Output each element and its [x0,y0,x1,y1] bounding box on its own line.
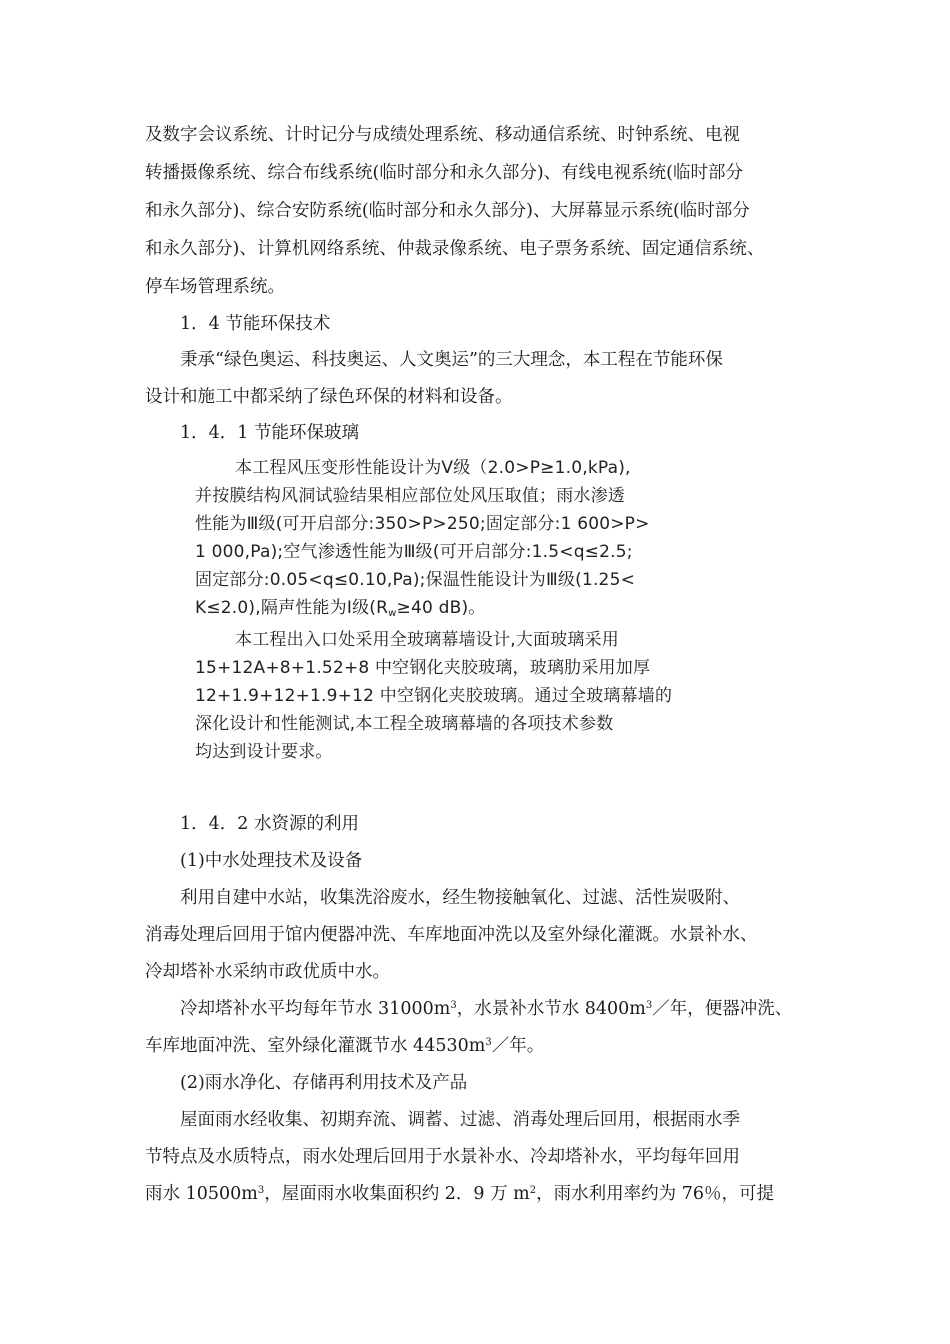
body-line: 转播摄像系统、综合布线系统(临时部分和永久部分)、有线电视系统(临时部分 [145,163,743,183]
text-run: 雨水 10500m [145,1184,258,1204]
excerpt-line: 深化设计和性能测试,本工程全玻璃幕墙的各项技术参数 [195,714,614,734]
excerpt-line [195,596,485,620]
excerpt-line: 均达到设计要求。 [195,742,333,762]
body-line: 设计和施工中都采纳了绿色环保的材料和设备。 [145,387,513,407]
superscript: 3 [645,1000,653,1011]
excerpt-line: 15+12A+8+1.52+8 中空钢化夹胶玻璃，玻璃肋采用加厚 [195,658,651,678]
section-heading-1-4-2: 1．4．2 水资源的利用 [180,814,359,834]
superscript: 3 [257,1185,265,1196]
text-run: ／年。 [491,1036,545,1056]
body-line: 和永久部分)、计算机网络系统、仲裁录像系统、电子票务系统、固定通信系统、 [145,239,765,259]
excerpt-line: 12+1.9+12+1.9+12 中空钢化夹胶玻璃。通过全玻璃幕墙的 [195,686,673,706]
subsection-heading: (2)雨水净化、存储再利用技术及产品 [180,1073,468,1093]
excerpt-text: K≤2.0),隔声性能为Ⅰ级(R [195,598,389,618]
excerpt-line: 固定部分:0.05<q≤0.10,Pa);保温性能设计为Ⅲ级(1.25< [195,570,636,590]
body-line: 停车场管理系统。 [145,277,285,297]
body-line: 和永久部分)、综合安防系统(临时部分和永久部分)、大屏幕显示系统(临时部分 [145,201,750,221]
excerpt-line: 1 000,Pa);空气渗透性能为Ⅲ级(可开启部分:1.5<q≤2.5; [195,542,633,562]
text-run: 冷却塔补水平均每年节水 31000m [180,999,451,1019]
excerpt-line: 本工程风压变形性能设计为Ⅴ级（2.0>P≥1.0,kPa), [235,458,631,478]
body-line [145,1034,544,1058]
excerpt-line: 本工程出入口处采用全玻璃幕墙设计,大面玻璃采用 [235,630,620,650]
section-heading-1-4: 1．4 节能环保技术 [180,314,331,334]
excerpt-line: 并按膜结构风洞试验结果相应部位处风压取值；雨水渗透 [195,486,625,506]
text-run: ，雨水利用率约为 76％，可提 [536,1184,774,1204]
body-line: 及数字会议系统、计时记分与成绩处理系统、移动通信系统、时钟系统、电视 [145,125,740,145]
body-line: 冷却塔补水采纳市政优质中水。 [145,962,390,982]
text-run: ，水景补水节水 8400m [456,999,646,1019]
text-run: ，屋面雨水收集面积约 2．9 万 m [264,1184,530,1204]
body-line: 消毒处理后回用于馆内便器冲洗、车库地面冲洗以及室外绿化灌溉。水景补水、 [145,925,758,945]
section-heading-1-4-1: 1．4．1 节能环保玻璃 [180,423,359,443]
subscript: w [388,608,397,619]
superscript: 2 [529,1185,537,1196]
body-line [145,1182,774,1206]
body-line: 秉承“绿色奥运、科技奥运、人文奥运”的三大理念，本工程在节能环保 [180,350,723,370]
body-line: 利用自建中水站，收集洗浴废水，经生物接触氧化、过滤、活性炭吸附、 [180,888,740,908]
excerpt-text: ≥40 dB)。 [396,598,486,618]
body-line: 屋面雨水经收集、初期弃流、调蓄、过滤、消毒处理后回用，根据雨水季 [180,1110,740,1130]
excerpt-line: 性能为Ⅲ级(可开启部分:350>P>250;固定部分:1 600>P> [195,514,650,534]
text-run: 车库地面冲洗、室外绿化灌溉节水 44530m [145,1036,486,1056]
text-run: ／年，便器冲洗、 [652,999,793,1019]
subsection-heading: (1)中水处理技术及设备 [180,851,363,871]
superscript: 3 [485,1037,492,1048]
body-line: 节特点及水质特点，雨水处理后回用于水景补水、冷却塔补水，平均每年回用 [145,1147,740,1167]
body-line [180,997,792,1021]
scanned-excerpt [195,448,715,793]
superscript: 3 [450,1000,457,1011]
